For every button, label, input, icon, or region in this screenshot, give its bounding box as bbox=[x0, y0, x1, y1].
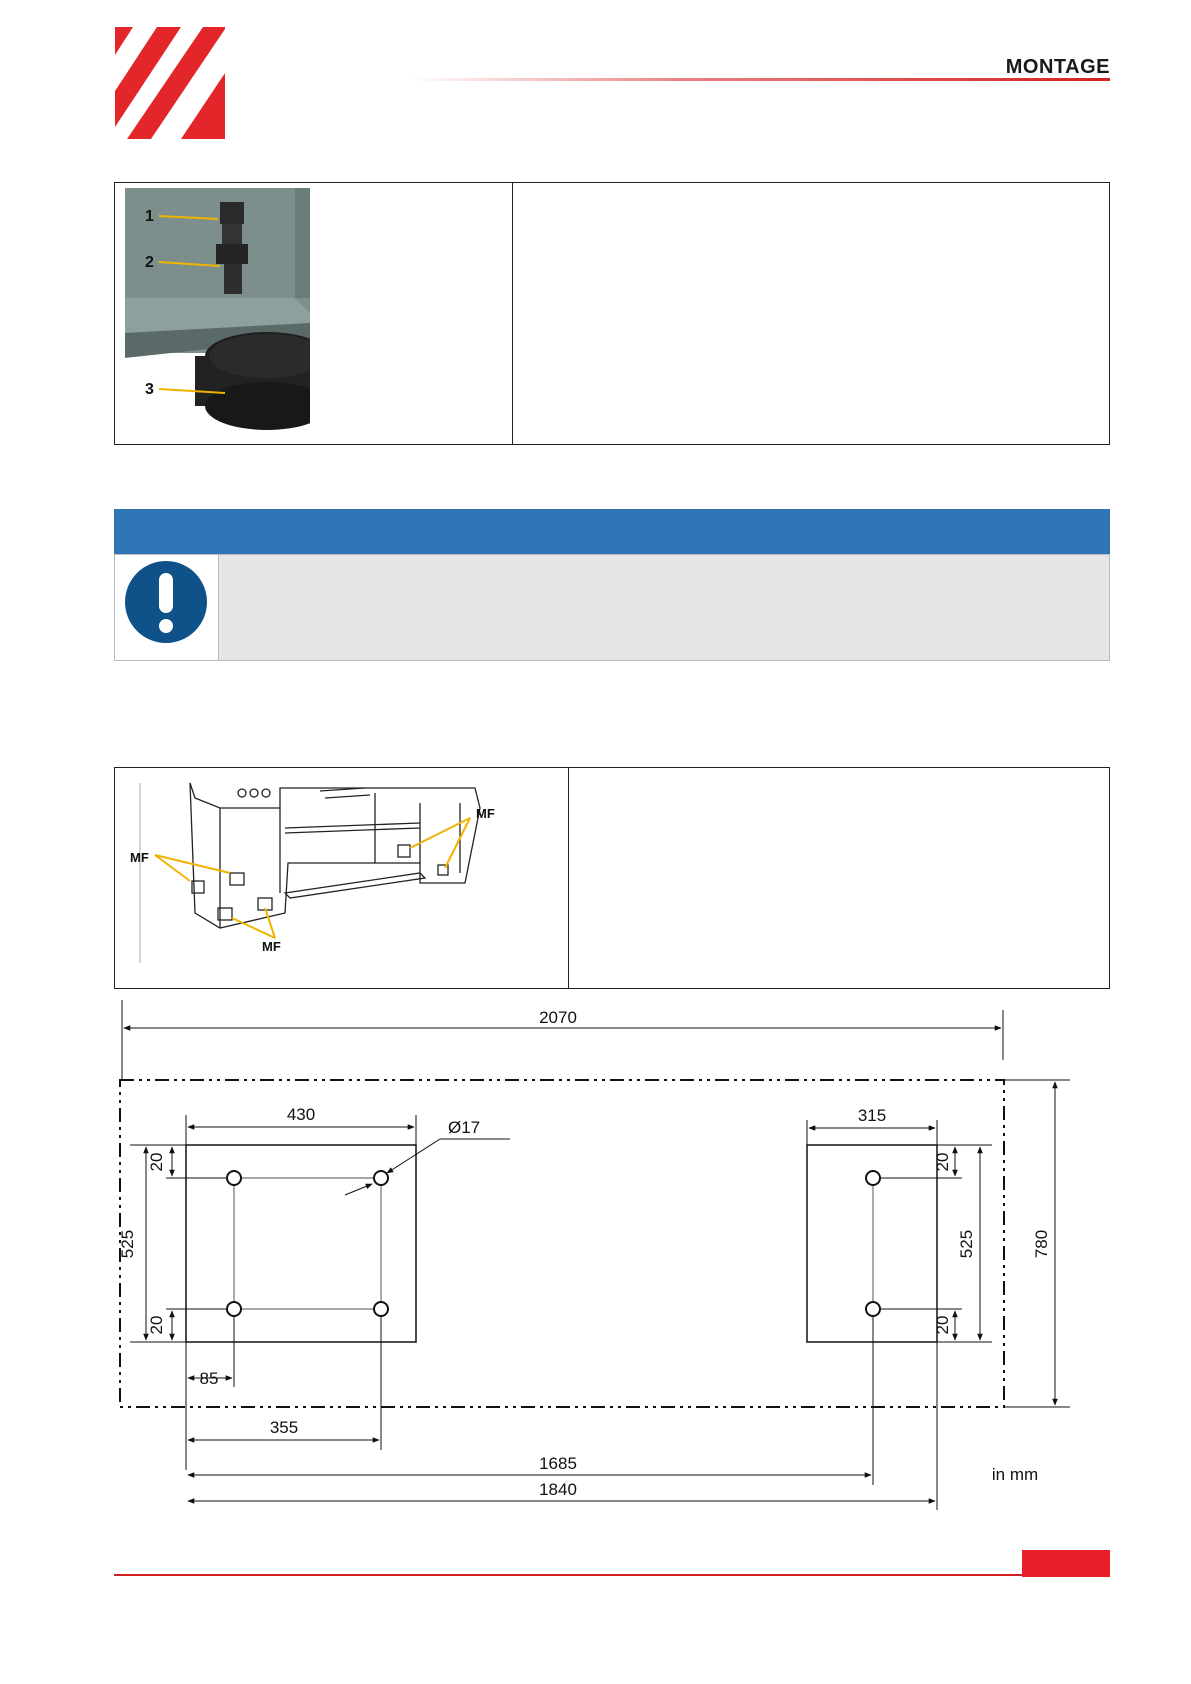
dim-edge-bottom-left: 20 bbox=[147, 1315, 166, 1335]
dim-right-block-width: 315 bbox=[857, 1106, 887, 1125]
unit-label: in mm bbox=[991, 1465, 1039, 1484]
mf-label-bottom: MF bbox=[262, 939, 281, 954]
dim-left-block-width: 430 bbox=[286, 1105, 316, 1124]
leveling-foot-table bbox=[114, 182, 1110, 445]
dim-hole-offset-x: 85 bbox=[199, 1369, 219, 1388]
mf-label-left: MF bbox=[130, 850, 149, 865]
leveling-foot-photo bbox=[125, 188, 310, 438]
table-divider bbox=[512, 183, 513, 444]
dim-edge-top-left: 20 bbox=[147, 1152, 166, 1172]
brand-logo bbox=[115, 27, 225, 139]
machine-feet-table bbox=[114, 767, 1110, 989]
callout-2: 2 bbox=[145, 254, 154, 271]
footer-page-tab bbox=[1022, 1550, 1110, 1577]
callout-3: 3 bbox=[145, 381, 154, 398]
mf-label-right: MF bbox=[476, 806, 495, 821]
exclamation-mandatory-icon bbox=[124, 560, 208, 644]
dim-hole-spacing-x: 355 bbox=[269, 1418, 299, 1437]
notice-header-bar bbox=[114, 509, 1110, 554]
notice-body bbox=[114, 554, 1110, 661]
dim-left-depth: 525 bbox=[118, 1229, 137, 1259]
dim-edge-top-right: 20 bbox=[933, 1152, 952, 1172]
notice-icon-cell bbox=[115, 555, 219, 660]
dim-edge-bottom-right: 20 bbox=[933, 1315, 952, 1335]
dim-hole-diameter: Ø17 bbox=[448, 1118, 481, 1137]
dim-overall-width: 780 bbox=[1032, 1229, 1051, 1259]
machine-feet-drawing bbox=[120, 773, 560, 983]
dim-overall-length: 2070 bbox=[539, 1008, 577, 1027]
footer-divider bbox=[114, 1574, 1024, 1576]
callout-1: 1 bbox=[145, 208, 154, 225]
dim-1840: 1840 bbox=[539, 1480, 577, 1499]
foundation-plan-drawing bbox=[110, 1000, 1080, 1520]
dim-right-depth: 525 bbox=[957, 1229, 976, 1259]
dim-1685: 1685 bbox=[539, 1454, 577, 1473]
table-divider bbox=[568, 768, 569, 988]
section-title: MONTAGE bbox=[1005, 56, 1110, 78]
